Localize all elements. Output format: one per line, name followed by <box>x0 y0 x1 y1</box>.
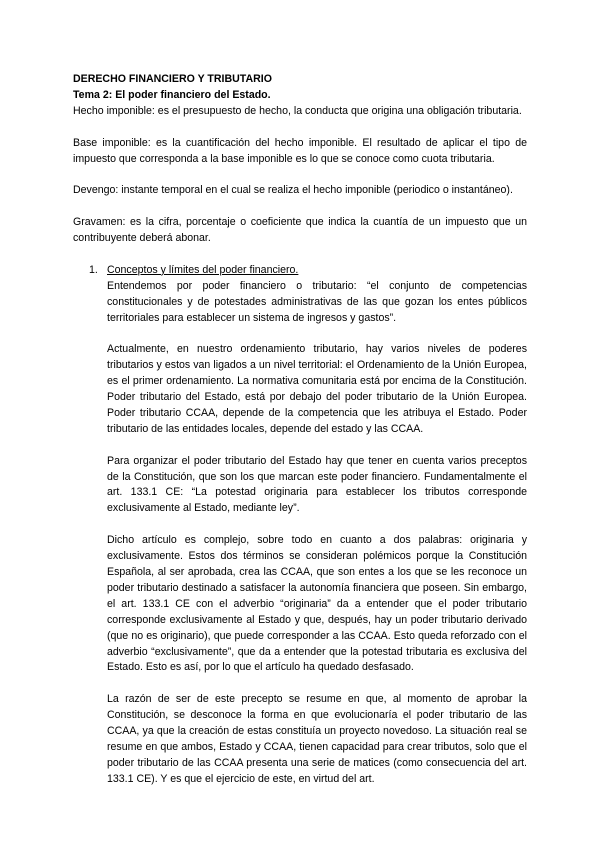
section-paragraph: Dicho artículo es complejo, sobre todo en cuanto a dos palabras: originaria y exclusivamente. Estos dos términos se consideran polémicos porque la Constitución Española, al ser aprobada, crea las CCAA, que son entes a los que se les reconoce un poder tributario destinado a satisfacer la autonomía financiera que poseen. Sin embargo, el art. 133.1 CE con el adverbio “originaria” da a entender que el poder tributario corresponde exclusivamente al Estado y que, después, hay un poder tributario derivado (que no es originario), que puede corresponder a las CCAA. Esto queda reforzado con el adverbio “exclusivamente”, que da a entender que la potestad tributaria es exclusiva del Estado. Esto es así, por lo que el artículo ha quedado desfasado. <box>107 534 527 674</box>
definition-devengo: Devengo: instante temporal en el cual se realiza el hecho imponible (periodico o instantáneo). <box>73 184 513 197</box>
section-number: 1. <box>89 263 98 276</box>
definition-base-imponible: Base imponible: es la cuantificación del hecho imponible. El resultado de aplicar el tipo de impuesto que corresponda a la base imponible es lo que se conoce como cuota tributaria. <box>73 136 527 165</box>
document-page <box>73 72 527 788</box>
section-1 <box>73 263 527 788</box>
section-paragraph: Entendemos por poder financiero o tributario: “el conjunto de competencias constitucionales y de potestades administrativas de las que gozan los entes públicos territoriales para establecer un sistema de ingresos y gastos”. <box>107 279 527 324</box>
section-paragraph: Para organizar el poder tributario del Estado hay que tener en cuenta varios preceptos de la Constitución, que son los que marcan este poder financiero. Fundamentalmente el art. 133.1 CE: “La potestad originaria para establecer los tributos corresponde exclusivamente al Estado, mediante ley”. <box>107 454 527 515</box>
section-heading: Conceptos y límites del poder financiero. <box>107 263 299 276</box>
definition-gravamen: Gravamen: es la cifra, porcentaje o coeficiente que indica la cuantía de un impuesto que un contribuyente deberá abonar. <box>73 216 527 245</box>
document-subtitle: Tema 2: El poder financiero del Estado. <box>73 88 271 101</box>
section-body <box>107 279 527 788</box>
section-paragraph: La razón de ser de este precepto se resume en que, al momento de aprobar la Constitución, se desconoce la forma en que evolucionaría el poder tributario de las CCAA, ya que la creación de estas constituía un proyecto novedoso. La situación real se resume en que ambos, Estado y CCAA, tienen capacidad para crear tributos, solo que el poder tributario de las CCAA presenta una serie de matices (como consecuencia del art. 133.1 CE). Y es que el ejercicio de este, en virtud del art. <box>107 693 527 785</box>
section-paragraph: Actualmente, en nuestro ordenamiento tributario, hay varios niveles de poderes tributarios y estos van ligados a un nivel territorial: el Ordenamiento de la Unión Europea, es el primer ordenamiento. La normativa comunitaria está por encima de la Constitución. Poder tributario del Estado, está por debajo del poder tributario de la Unión Europea. Poder tributario CCAA, depende de la competencia que les atribuya el Estado. Poder tributario de las entidades locales, depende del estado y las CCAA. <box>107 343 527 435</box>
document-title: DERECHO FINANCIERO Y TRIBUTARIO <box>73 73 272 85</box>
definition-hecho-imponible: Hecho imponible: es el presupuesto de hecho, la conducta que origina una obligación tributaria. <box>73 104 522 117</box>
